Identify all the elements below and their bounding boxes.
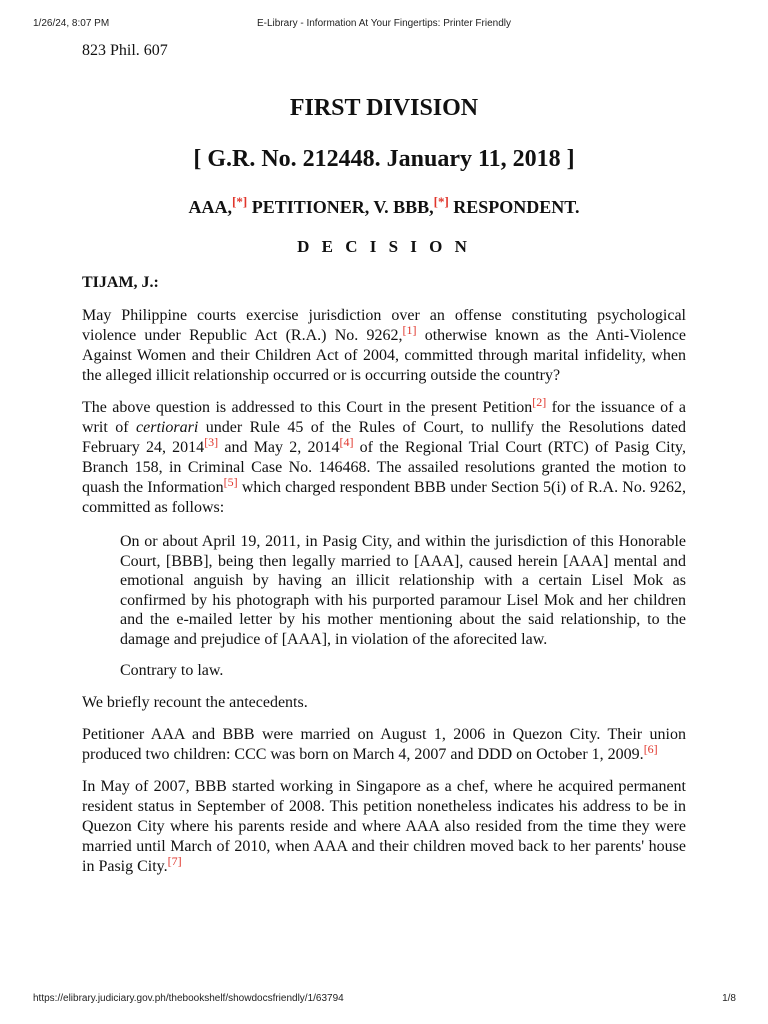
- paragraph-2: [82, 395, 687, 518]
- footnote-link[interactable]: [7]: [167, 854, 182, 868]
- italic-term: certiorari: [136, 419, 199, 436]
- footnote-link[interactable]: [5]: [223, 475, 238, 489]
- block-quote: On or about April 19, 2011, in Pasig City, and within the jurisdiction of this Honorable Court, [BBB], being then legally married to [AAA], caused herein [AAA] mental and emotional anguish by having an illicit relationship with a certain Lisel Mok as confirmed by his photograph with his purported paramour Lisel Mok and her children and the e-mailed letter by his mother mentioning about the said relationship, to the damage and prejudice of [AAA], in violation of the aforecited law.: [120, 533, 686, 648]
- paragraph-3: We briefly recount the antecedents.: [82, 694, 308, 711]
- print-page-title: E-Library - Information At Your Fingertips: Printer Friendly: [257, 18, 511, 29]
- gr-number-heading: [ G.R. No. 212448. January 11, 2018 ]: [193, 146, 575, 172]
- paragraph-4: [82, 725, 686, 765]
- document-body: [82, 41, 686, 877]
- block-quote-closing: Contrary to law.: [120, 662, 224, 679]
- paragraph-text: The above question is addressed to this Court in the present Petition: [82, 399, 533, 416]
- division-heading: FIRST DIVISION: [289, 95, 479, 121]
- footnote-link[interactable]: [*]: [433, 194, 449, 209]
- print-footer: [0, 993, 768, 1007]
- paragraph-text: In May of 2007, BBB started working in Singapore as a chef, where he acquired permanent resident status in September of 2008. This petition nonetheless indicates his address to be in Quezon City where his parents reside and where AAA also resided from the time they were married until March of 2010, when AAA and their children moved back to her parents' house in Pasig City.: [82, 778, 686, 875]
- footnote-link[interactable]: [6]: [643, 742, 658, 756]
- paragraph-text: which charged respondent BBB under Section 5(i) of R.A. No. 9262, committed as follows:: [82, 479, 687, 516]
- paragraph-1: [82, 306, 686, 386]
- footnote-link[interactable]: [2]: [532, 395, 547, 409]
- paragraph-text: for the issuance of a writ of: [82, 399, 686, 436]
- page-url: https://elibrary.judiciary.gov.ph/thebookshelf/showdocsfriendly/1/63794: [33, 993, 344, 1004]
- paragraph-text: under Rule 45 of the Rules of Court, to nullify the Resolutions dated February 24, 2014: [82, 419, 686, 456]
- decision-heading: D E C I S I O N: [297, 237, 471, 256]
- paragraph-text: Petitioner AAA and BBB were married on August 1, 2006 in Quezon City. Their union produced two children: CCC was born on March 4, 2007 and DDD on October 1, 2009.: [82, 726, 686, 763]
- case-citation: 823 Phil. 607: [82, 42, 168, 59]
- paragraph-text: of the Regional Trial Court (RTC) of Pasig City, Branch 158, in Criminal Case No. 146468. The assailed resolutions granted the motion to quash the Information: [82, 439, 686, 496]
- paragraph-5: [82, 777, 686, 877]
- parties-text: RESPONDENT.: [448, 197, 580, 217]
- footnote-link[interactable]: [*]: [232, 194, 248, 209]
- case-parties: [82, 195, 686, 219]
- paragraph-text: May Philippine courts exercise jurisdiction over an offense constituting psychological violence under Republic Act (R.A.) No. 9262,: [82, 307, 686, 344]
- ponente: TIJAM, J.:: [82, 274, 159, 291]
- print-date: 1/26/24, 8:07 PM: [33, 18, 110, 29]
- footnote-link[interactable]: [1]: [402, 323, 417, 337]
- parties-text: PETITIONER, V. BBB,: [247, 197, 434, 217]
- paragraph-text: otherwise known as the Anti-Violence Against Women and their Children Act of 2004, committed through marital infidelity, when the alleged illicit relationship occurred or is occurring outside the country?: [82, 327, 687, 384]
- footnote-link[interactable]: [4]: [339, 435, 354, 449]
- print-header: [0, 16, 768, 30]
- footnote-link[interactable]: [3]: [204, 435, 219, 449]
- page-number: 1/8: [722, 993, 736, 1004]
- parties-text: AAA,: [188, 197, 233, 217]
- paragraph-text: and May 2, 2014: [218, 439, 340, 456]
